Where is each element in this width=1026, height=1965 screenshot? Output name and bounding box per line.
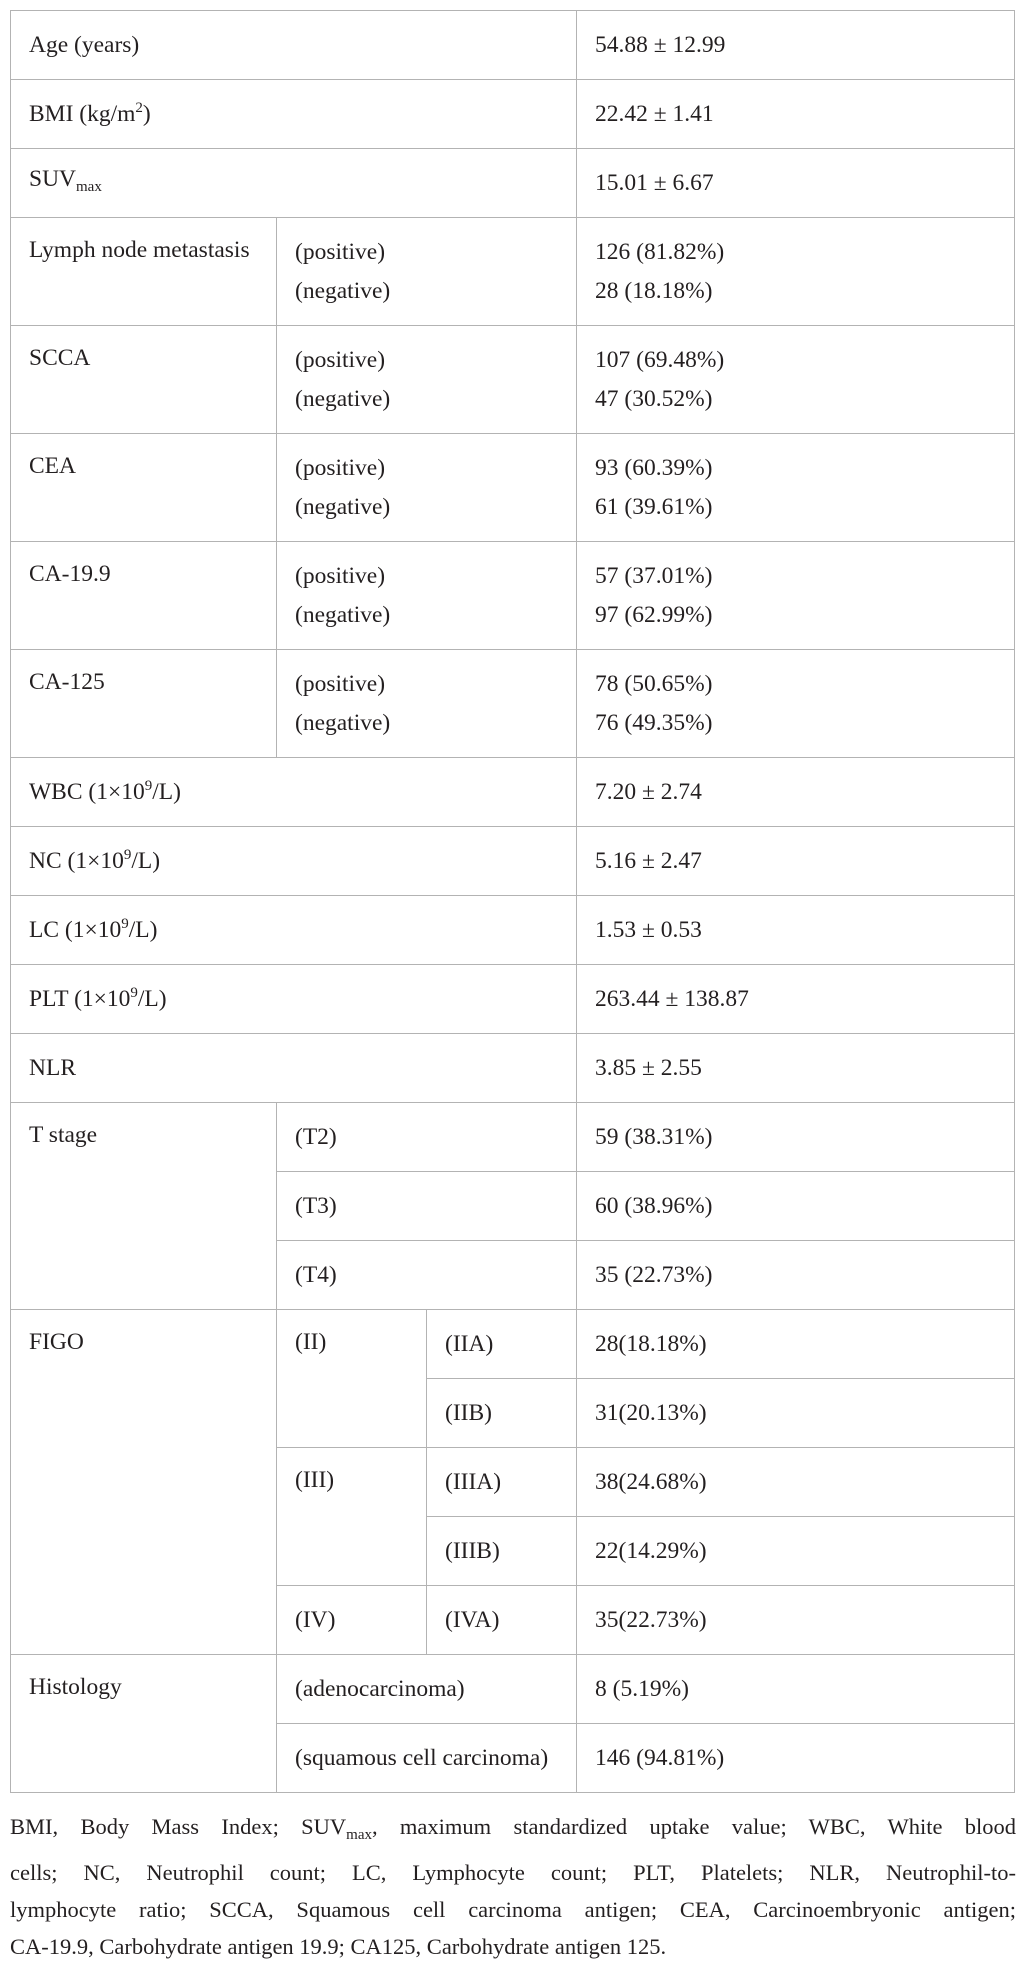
- bmi-label-text: BMI (kg/m: [29, 100, 136, 127]
- ca199-sub: [277, 542, 577, 650]
- histology-squamous-value: 146 (94.81%): [577, 1724, 1015, 1793]
- suv-value: 15.01 ± 6.67: [577, 149, 1015, 218]
- cea-value-negative: 61 (39.61%): [595, 493, 713, 520]
- age-label: Age (years): [11, 11, 577, 80]
- lymph-sub-negative: (negative): [295, 277, 391, 304]
- figo-iiia: (IIIA): [427, 1448, 577, 1517]
- figo-label: FIGO: [11, 1310, 277, 1655]
- figo-iv: (IV): [277, 1586, 427, 1655]
- suv-label: [11, 149, 577, 218]
- wbc-value: 7.20 ± 2.74: [577, 758, 1015, 827]
- row-bmi: [11, 80, 1015, 149]
- nlr-label: NLR: [11, 1034, 577, 1103]
- figo-iva: (IVA): [427, 1586, 577, 1655]
- plt-value: 263.44 ± 138.87: [577, 965, 1015, 1034]
- lymph-sub: [277, 218, 577, 326]
- figo-iva-value: 35(22.73%): [577, 1586, 1015, 1655]
- scca-sub-negative: (negative): [295, 385, 391, 412]
- row-scca: [11, 326, 1015, 434]
- footnote-line-1-sub: max: [346, 1827, 372, 1843]
- row-nc: [11, 827, 1015, 896]
- ca199-label: CA-19.9: [11, 542, 277, 650]
- ca199-value-positive: 57 (37.01%): [595, 562, 713, 589]
- scca-value: [577, 326, 1015, 434]
- lymph-value-negative: 28 (18.18%): [595, 277, 713, 304]
- ca199-value: [577, 542, 1015, 650]
- wbc-label-sup: 9: [144, 777, 153, 794]
- histology-squamous: (squamous cell carcinoma): [277, 1724, 577, 1793]
- nc-value: 5.16 ± 2.47: [577, 827, 1015, 896]
- wbc-label: [11, 758, 577, 827]
- ca125-value-negative: 76 (49.35%): [595, 709, 713, 736]
- row-wbc: [11, 758, 1015, 827]
- footnote-line-1-end: , maximum standardized uptake value; WBC, White blood: [371, 1814, 1016, 1839]
- lc-label-end: /L): [128, 916, 158, 943]
- ca125-value-positive: 78 (50.65%): [595, 670, 713, 697]
- table-footnote: [10, 1808, 1016, 1965]
- plt-label-end: /L): [137, 985, 167, 1012]
- bmi-label-sup: 2: [135, 99, 143, 116]
- scca-label: SCCA: [11, 326, 277, 434]
- figo-iib-value: 31(20.13%): [577, 1379, 1015, 1448]
- lc-value: 1.53 ± 0.53: [577, 896, 1015, 965]
- scca-sub: [277, 326, 577, 434]
- tstage-t2: (T2): [277, 1103, 577, 1172]
- scca-sub-positive: (positive): [295, 346, 386, 373]
- figo-iiib-value: 22(14.29%): [577, 1517, 1015, 1586]
- histology-adeno-value: 8 (5.19%): [577, 1655, 1015, 1724]
- bmi-value: 22.42 ± 1.41: [577, 80, 1015, 149]
- lc-label-text: LC (1×10: [29, 916, 122, 943]
- histology-adeno: (adenocarcinoma): [277, 1655, 577, 1724]
- row-ca125: [11, 650, 1015, 758]
- cea-sub-positive: (positive): [295, 454, 386, 481]
- tstage-t3: (T3): [277, 1172, 577, 1241]
- ca125-sub-negative: (negative): [295, 709, 391, 736]
- row-suv: [11, 149, 1015, 218]
- row-histology-adeno: [11, 1655, 1015, 1724]
- plt-label: [11, 965, 577, 1034]
- bmi-label-end: ): [142, 100, 151, 127]
- plt-label-sup: 9: [130, 984, 138, 1001]
- row-lc: [11, 896, 1015, 965]
- figo-iib: (IIB): [427, 1379, 577, 1448]
- footnote-line-3: lymphocyte ratio; SCCA, Squamous cell carcinoma antigen; CEA, Carcinoembryonic antigen;: [10, 1897, 1016, 1922]
- lymph-value: [577, 218, 1015, 326]
- cea-value-positive: 93 (60.39%): [595, 454, 713, 481]
- figo-iiib: (IIIB): [427, 1517, 577, 1586]
- tstage-t4: (T4): [277, 1241, 577, 1310]
- footnote-line-1-text: BMI, Body Mass Index; SUV: [10, 1814, 347, 1839]
- ca125-sub-positive: (positive): [295, 670, 386, 697]
- row-figo-iia: [11, 1310, 1015, 1379]
- cea-label: CEA: [11, 434, 277, 542]
- ca125-value: [577, 650, 1015, 758]
- figo-ii: (II): [277, 1310, 427, 1448]
- row-ca199: [11, 542, 1015, 650]
- cea-sub: [277, 434, 577, 542]
- lc-label-sup: 9: [121, 915, 129, 932]
- scca-value-negative: 47 (30.52%): [595, 385, 713, 412]
- nc-label-text: NC (1×10: [29, 847, 124, 874]
- figo-iia: (IIA): [427, 1310, 577, 1379]
- figo-iiia-value: 38(24.68%): [577, 1448, 1015, 1517]
- ca199-sub-negative: (negative): [295, 601, 391, 628]
- characteristics-table: [10, 10, 1015, 1793]
- nc-label: [11, 827, 577, 896]
- tstage-label: T stage: [11, 1103, 277, 1310]
- ca199-sub-positive: (positive): [295, 562, 386, 589]
- ca125-sub: [277, 650, 577, 758]
- lymph-value-positive: 126 (81.82%): [595, 238, 725, 265]
- footnote-line-1: [10, 1808, 1016, 1854]
- row-age: [11, 11, 1015, 80]
- row-lymph: [11, 218, 1015, 326]
- row-tstage-t2: [11, 1103, 1015, 1172]
- wbc-label-text: WBC (1×10: [29, 778, 145, 805]
- plt-label-text: PLT (1×10: [29, 985, 131, 1012]
- bmi-label: [11, 80, 577, 149]
- histology-label: Histology: [11, 1655, 277, 1793]
- lc-label: [11, 896, 577, 965]
- nc-label-sup: 9: [123, 846, 132, 863]
- cea-sub-negative: (negative): [295, 493, 391, 520]
- row-nlr: [11, 1034, 1015, 1103]
- cea-value: [577, 434, 1015, 542]
- footnote-line-2: cells; NC, Neutrophil count; LC, Lymphocyte count; PLT, Platelets; NLR, Neutrophil-to-: [10, 1860, 1016, 1885]
- row-cea: [11, 434, 1015, 542]
- tstage-t4-value: 35 (22.73%): [577, 1241, 1015, 1310]
- nc-label-end: /L): [131, 847, 161, 874]
- tstage-t3-value: 60 (38.96%): [577, 1172, 1015, 1241]
- footnote-line-4: CA-19.9, Carbohydrate antigen 19.9; CA125, Carbohydrate antigen 125.: [10, 1934, 667, 1959]
- wbc-label-end: /L): [152, 778, 181, 805]
- ca125-label: CA-125: [11, 650, 277, 758]
- figo-iii: (III): [277, 1448, 427, 1586]
- suv-label-sub: max: [76, 178, 102, 195]
- lymph-label: Lymph node metastasis: [11, 218, 277, 326]
- tstage-t2-value: 59 (38.31%): [577, 1103, 1015, 1172]
- ca199-value-negative: 97 (62.99%): [595, 601, 713, 628]
- age-value: 54.88 ± 12.99: [577, 11, 1015, 80]
- suv-label-text: SUV: [29, 165, 77, 192]
- lymph-sub-positive: (positive): [295, 238, 386, 265]
- scca-value-positive: 107 (69.48%): [595, 346, 725, 373]
- nlr-value: 3.85 ± 2.55: [577, 1034, 1015, 1103]
- row-plt: [11, 965, 1015, 1034]
- figo-iia-value: 28(18.18%): [577, 1310, 1015, 1379]
